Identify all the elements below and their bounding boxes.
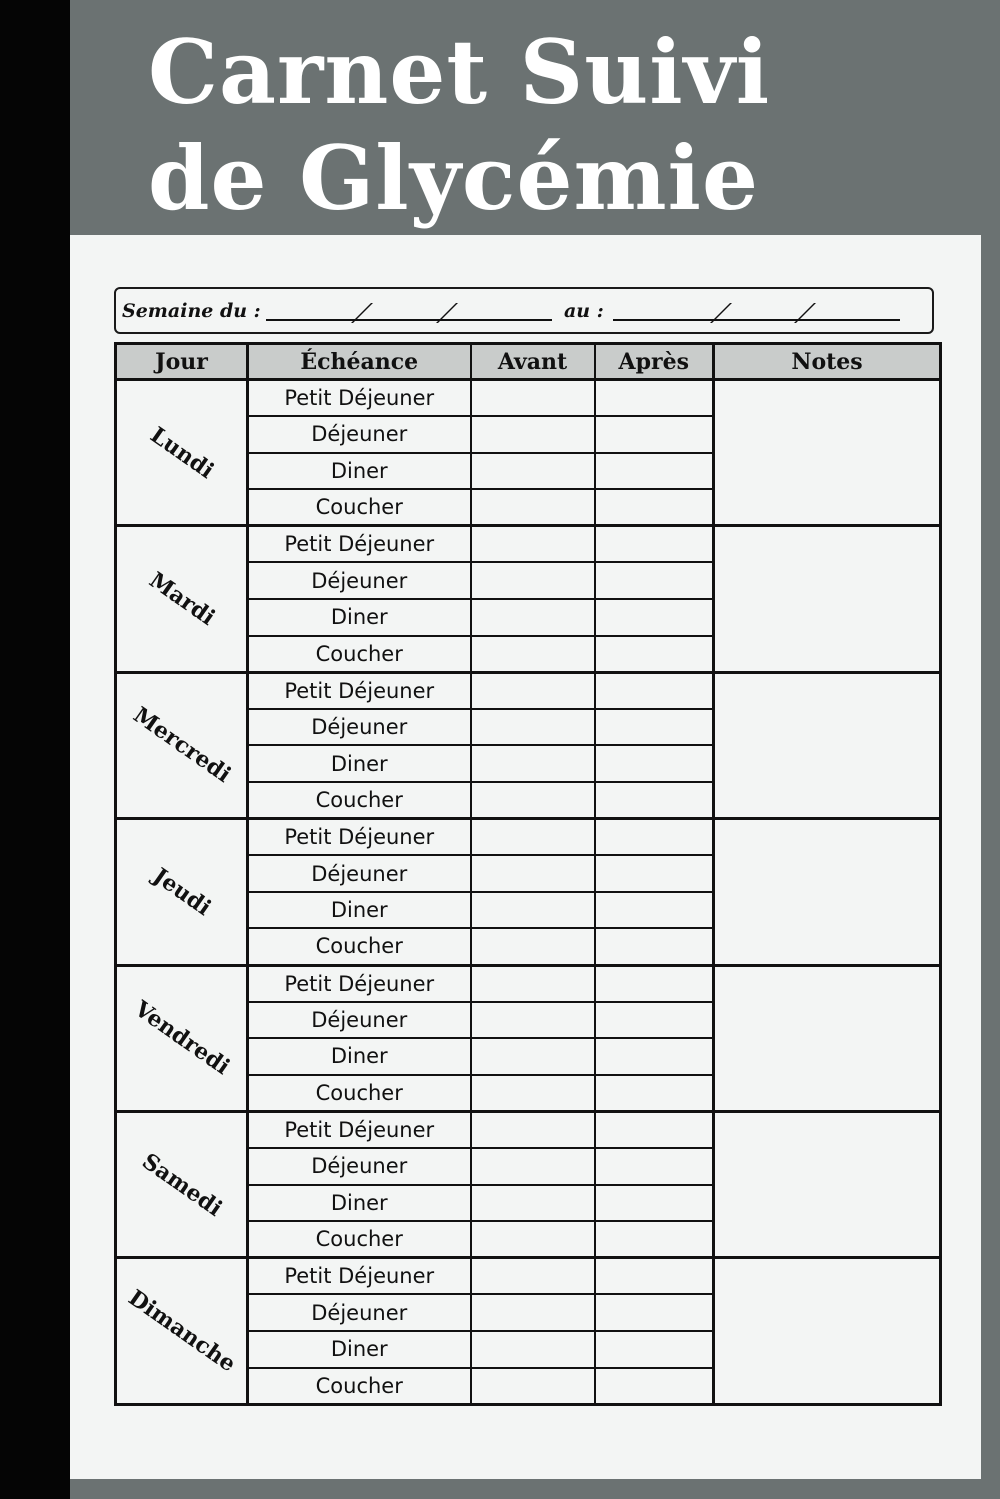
after-reading-cell[interactable]	[595, 636, 714, 673]
before-reading-cell[interactable]	[471, 819, 595, 856]
meal-time-label: Déjeuner	[248, 562, 471, 599]
header-before: Avant	[471, 344, 595, 380]
after-reading-cell[interactable]	[595, 1185, 714, 1222]
day-label: Lundi	[144, 421, 219, 484]
after-reading-cell[interactable]	[595, 453, 714, 490]
before-reading-cell[interactable]	[471, 745, 595, 782]
day-cell	[116, 380, 248, 526]
meal-time-label: Petit Déjeuner	[248, 526, 471, 563]
title-line-2: de Glycémie	[148, 126, 759, 230]
table-body	[116, 380, 941, 1405]
table-row	[116, 1258, 941, 1295]
before-reading-cell[interactable]	[471, 1368, 595, 1405]
header-notes: Notes	[714, 344, 941, 380]
after-reading-cell[interactable]	[595, 928, 714, 965]
after-reading-cell[interactable]	[595, 1075, 714, 1112]
meal-time-label: Petit Déjeuner	[248, 819, 471, 856]
day-cell	[116, 819, 248, 965]
day-cell	[116, 965, 248, 1111]
before-reading-cell[interactable]	[471, 1331, 595, 1368]
after-reading-cell[interactable]	[595, 489, 714, 526]
meal-time-label: Diner	[248, 1331, 471, 1368]
day-label: Mardi	[143, 567, 220, 631]
meal-time-label: Déjeuner	[248, 709, 471, 746]
week-range-box	[114, 287, 934, 334]
after-reading-cell[interactable]	[595, 416, 714, 453]
meal-time-label: Déjeuner	[248, 416, 471, 453]
after-reading-cell[interactable]	[595, 782, 714, 819]
book-spine	[0, 0, 70, 1499]
day-cell	[116, 526, 248, 672]
notes-cell[interactable]	[714, 380, 941, 526]
before-reading-cell[interactable]	[471, 416, 595, 453]
after-reading-cell[interactable]	[595, 745, 714, 782]
before-reading-cell[interactable]	[471, 562, 595, 599]
meal-time-label: Petit Déjeuner	[248, 965, 471, 1002]
meal-time-label: Diner	[248, 453, 471, 490]
day-cell	[116, 672, 248, 818]
before-reading-cell[interactable]	[471, 1258, 595, 1295]
meal-time-label: Diner	[248, 599, 471, 636]
before-reading-cell[interactable]	[471, 1294, 595, 1331]
after-reading-cell[interactable]	[595, 599, 714, 636]
day-cell	[116, 1111, 248, 1257]
before-reading-cell[interactable]	[471, 1038, 595, 1075]
table-header-row	[116, 344, 941, 380]
table-row	[116, 819, 941, 856]
day-label: Jeudi	[147, 862, 216, 921]
before-reading-cell[interactable]	[471, 1075, 595, 1112]
meal-time-label: Coucher	[248, 1221, 471, 1258]
before-reading-cell[interactable]	[471, 1111, 595, 1148]
before-reading-cell[interactable]	[471, 380, 595, 417]
after-reading-cell[interactable]	[595, 1368, 714, 1405]
before-reading-cell[interactable]	[471, 453, 595, 490]
header-after: Après	[595, 344, 714, 380]
before-reading-cell[interactable]	[471, 1002, 595, 1039]
after-reading-cell[interactable]	[595, 855, 714, 892]
after-reading-cell[interactable]	[595, 819, 714, 856]
after-reading-cell[interactable]	[595, 380, 714, 417]
cover-title	[70, 0, 1000, 235]
before-reading-cell[interactable]	[471, 636, 595, 673]
notes-cell[interactable]	[714, 526, 941, 672]
meal-time-label: Coucher	[248, 1368, 471, 1405]
meal-time-label: Coucher	[248, 782, 471, 819]
meal-time-label: Diner	[248, 892, 471, 929]
before-reading-cell[interactable]	[471, 928, 595, 965]
after-reading-cell[interactable]	[595, 672, 714, 709]
meal-time-label: Petit Déjeuner	[248, 380, 471, 417]
after-reading-cell[interactable]	[595, 965, 714, 1002]
meal-time-label: Petit Déjeuner	[248, 1111, 471, 1148]
notes-cell[interactable]	[714, 672, 941, 818]
before-reading-cell[interactable]	[471, 855, 595, 892]
after-reading-cell[interactable]	[595, 562, 714, 599]
before-reading-cell[interactable]	[471, 1221, 595, 1258]
table-row	[116, 526, 941, 563]
after-reading-cell[interactable]	[595, 709, 714, 746]
meal-time-label: Diner	[248, 1185, 471, 1222]
table-row	[116, 672, 941, 709]
notes-cell[interactable]	[714, 819, 941, 965]
meal-time-label: Coucher	[248, 636, 471, 673]
meal-time-label: Déjeuner	[248, 855, 471, 892]
notes-cell[interactable]	[714, 1111, 941, 1257]
before-reading-cell[interactable]	[471, 599, 595, 636]
day-label: Mercredi	[127, 702, 236, 789]
after-reading-cell[interactable]	[595, 1111, 714, 1148]
notes-cell[interactable]	[714, 965, 941, 1111]
meal-time-label: Coucher	[248, 489, 471, 526]
week-to-label: au :	[564, 300, 604, 322]
meal-time-label: Petit Déjeuner	[248, 1258, 471, 1295]
before-reading-cell[interactable]	[471, 526, 595, 563]
meal-time-label: Déjeuner	[248, 1002, 471, 1039]
glycemia-log-table	[114, 342, 942, 1406]
meal-time-label: Déjeuner	[248, 1148, 471, 1185]
meal-time-label: Diner	[248, 745, 471, 782]
after-reading-cell[interactable]	[595, 1002, 714, 1039]
day-cell	[116, 1258, 248, 1405]
before-reading-cell[interactable]	[471, 489, 595, 526]
after-reading-cell[interactable]	[595, 892, 714, 929]
meal-time-label: Diner	[248, 1038, 471, 1075]
before-reading-cell[interactable]	[471, 892, 595, 929]
meal-time-label: Coucher	[248, 928, 471, 965]
after-reading-cell[interactable]	[595, 1331, 714, 1368]
table-row	[116, 965, 941, 1002]
before-reading-cell[interactable]	[471, 1148, 595, 1185]
after-reading-cell[interactable]	[595, 1148, 714, 1185]
after-reading-cell[interactable]	[595, 1038, 714, 1075]
header-day: Jour	[116, 344, 248, 380]
week-from-field[interactable]	[266, 319, 552, 321]
after-reading-cell[interactable]	[595, 1294, 714, 1331]
after-reading-cell[interactable]	[595, 526, 714, 563]
before-reading-cell[interactable]	[471, 782, 595, 819]
table-row	[116, 1111, 941, 1148]
after-reading-cell[interactable]	[595, 1258, 714, 1295]
before-reading-cell[interactable]	[471, 709, 595, 746]
day-label: Samedi	[136, 1147, 227, 1222]
day-label: Vendredi	[129, 996, 234, 1081]
week-to-field[interactable]	[613, 319, 900, 321]
title-line-1: Carnet Suivi	[148, 20, 771, 124]
meal-time-label: Déjeuner	[248, 1294, 471, 1331]
table-row	[116, 380, 941, 417]
before-reading-cell[interactable]	[471, 672, 595, 709]
notes-cell[interactable]	[714, 1258, 941, 1405]
before-reading-cell[interactable]	[471, 1185, 595, 1222]
meal-time-label: Petit Déjeuner	[248, 672, 471, 709]
header-time: Échéance	[248, 344, 471, 380]
week-from-label: Semaine du :	[122, 300, 261, 322]
day-label: Dimanche	[123, 1284, 240, 1378]
before-reading-cell[interactable]	[471, 965, 595, 1002]
meal-time-label: Coucher	[248, 1075, 471, 1112]
after-reading-cell[interactable]	[595, 1221, 714, 1258]
